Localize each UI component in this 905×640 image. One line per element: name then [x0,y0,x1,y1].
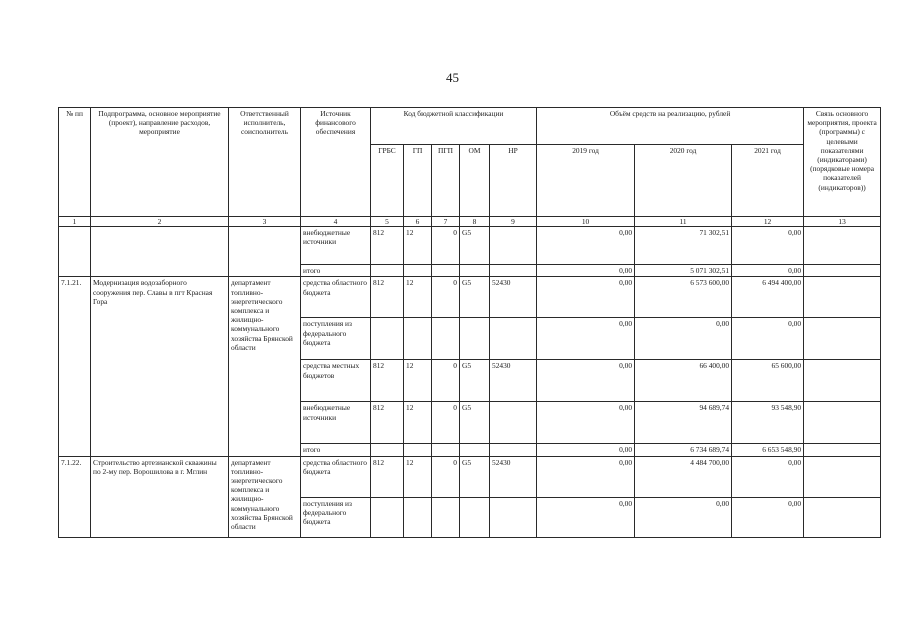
value-2021: 0,00 [732,265,804,277]
value-2019: 0,00 [537,318,635,360]
om-cell [460,265,490,277]
value-2021: 6 494 400,00 [732,277,804,318]
pgp-cell: 0 [432,360,460,402]
value-2021: 65 600,00 [732,360,804,402]
source-cell: внебюджетные источники [301,402,371,444]
grbs-cell [371,318,404,360]
value-2021: 0,00 [732,318,804,360]
header-2019: 2019 год [537,145,635,217]
gp-cell [404,497,432,537]
table-row [59,277,881,318]
source-cell: итого [301,265,371,277]
value-2019: 0,00 [537,444,635,456]
colnum: 1 [59,217,91,227]
item-name: Модернизация водозаборного сооружения пер. Славы в пгт Красная Гора [91,277,229,456]
value-2019: 0,00 [537,277,635,318]
colnum: 5 [371,217,404,227]
item-responsible: департамент топливно-энергетического комплекса и жилищно-коммунального хозяйства Брянской области [229,277,301,456]
om-cell: G5 [460,456,490,497]
value-2020: 5 071 302,51 [635,265,732,277]
pgp-cell: 0 [432,227,460,265]
colnum: 13 [804,217,881,227]
value-2021: 93 548,90 [732,402,804,444]
value-2019: 0,00 [537,227,635,265]
om-cell [460,497,490,537]
nr-cell [490,444,537,456]
header-grbs: ГРБС [371,145,404,217]
om-cell [460,318,490,360]
gp-cell: 12 [404,360,432,402]
header-gp: ГП [404,145,432,217]
value-2021: 0,00 [732,227,804,265]
om-cell: G5 [460,402,490,444]
nr-cell: 52430 [490,456,537,497]
grbs-cell [371,497,404,537]
gp-cell: 12 [404,277,432,318]
header-program: Подпрограмма, основное мероприятие (проект), направление расходов, мероприятие [91,108,229,217]
colnum: 3 [229,217,301,227]
header-budget-code: Код бюджетной классификации [371,108,537,145]
item-number: 7.1.22. [59,456,91,537]
link-cell [804,497,881,537]
om-cell [460,444,490,456]
value-2020: 94 689,74 [635,402,732,444]
header-2020: 2020 год [635,145,732,217]
source-cell: средства областного бюджета [301,277,371,318]
value-2019: 0,00 [537,360,635,402]
nr-cell [490,402,537,444]
page-number: 45 [446,70,459,85]
pgp-cell: 0 [432,402,460,444]
pgp-cell [432,444,460,456]
colnum: 8 [460,217,490,227]
link-cell [804,444,881,456]
value-2021: 0,00 [732,497,804,537]
nr-cell [490,318,537,360]
cell-empty [229,227,301,277]
grbs-cell [371,444,404,456]
link-cell [804,318,881,360]
header-2021: 2021 год [732,145,804,217]
source-cell: поступления из федерального бюджета [301,497,371,537]
header-responsible: Ответственный исполнитель, соисполнитель [229,108,301,217]
item-name: Строительство артезианской скважины по 2-му пер. Ворошилова в г. Мглин [91,456,229,537]
source-cell: внебюджетные источники [301,227,371,265]
colnum: 4 [301,217,371,227]
gp-cell [404,318,432,360]
header-pgp: ПГП [432,145,460,217]
pgp-cell [432,318,460,360]
header-source: Источник финансового обеспечения [301,108,371,217]
colnum: 6 [404,217,432,227]
link-cell [804,402,881,444]
grbs-cell [371,265,404,277]
om-cell: G5 [460,227,490,265]
gp-cell [404,444,432,456]
value-2021: 0,00 [732,456,804,497]
link-cell [804,277,881,318]
value-2020: 71 302,51 [635,227,732,265]
pgp-cell: 0 [432,456,460,497]
table-row [59,456,881,497]
nr-cell [490,265,537,277]
value-2020: 0,00 [635,497,732,537]
column-numbers-row [59,217,881,227]
nr-cell: 52430 [490,360,537,402]
nr-cell [490,227,537,265]
budget-table [58,107,881,538]
source-cell: итого [301,444,371,456]
grbs-cell: 812 [371,227,404,265]
value-2020: 6 734 689,74 [635,444,732,456]
header-om: ОМ [460,145,490,217]
grbs-cell: 812 [371,360,404,402]
link-cell [804,265,881,277]
value-2019: 0,00 [537,265,635,277]
link-cell [804,227,881,265]
colnum: 7 [432,217,460,227]
value-2019: 0,00 [537,497,635,537]
link-cell [804,360,881,402]
value-2019: 0,00 [537,402,635,444]
colnum: 9 [490,217,537,227]
source-cell: средства областного бюджета [301,456,371,497]
header-link: Связь основного мероприятия, проекта (программы) с целевыми показателями (индикаторами) (порядковые номера показателей (индикаторов)) [804,108,881,217]
header-volume: Объём средств на реализацию, рублей [537,108,804,145]
om-cell: G5 [460,360,490,402]
gp-cell: 12 [404,227,432,265]
colnum: 12 [732,217,804,227]
pgp-cell [432,497,460,537]
grbs-cell: 812 [371,402,404,444]
nr-cell [490,497,537,537]
om-cell: G5 [460,277,490,318]
gp-cell: 12 [404,402,432,444]
cell-empty [91,227,229,277]
value-2020: 6 573 600,00 [635,277,732,318]
header-nr: НР [490,145,537,217]
value-2020: 0,00 [635,318,732,360]
colnum: 11 [635,217,732,227]
source-cell: средства местных бюджетов [301,360,371,402]
value-2020: 66 400,00 [635,360,732,402]
gp-cell [404,265,432,277]
link-cell [804,456,881,497]
value-2019: 0,00 [537,456,635,497]
gp-cell: 12 [404,456,432,497]
item-number: 7.1.21. [59,277,91,456]
pgp-cell: 0 [432,277,460,318]
source-cell: поступления из федерального бюджета [301,318,371,360]
cell-empty [59,227,91,277]
colnum: 10 [537,217,635,227]
colnum: 2 [91,217,229,227]
header-no: № пп [59,108,91,217]
item-responsible: департамент топливно-энергетического комплекса и жилищно-коммунального хозяйства Брянской области [229,456,301,537]
value-2021: 6 653 548,90 [732,444,804,456]
pgp-cell [432,265,460,277]
grbs-cell: 812 [371,456,404,497]
nr-cell: 52430 [490,277,537,318]
grbs-cell: 812 [371,277,404,318]
header-row-1 [59,108,881,145]
value-2020: 4 484 700,00 [635,456,732,497]
table-row [59,227,881,265]
